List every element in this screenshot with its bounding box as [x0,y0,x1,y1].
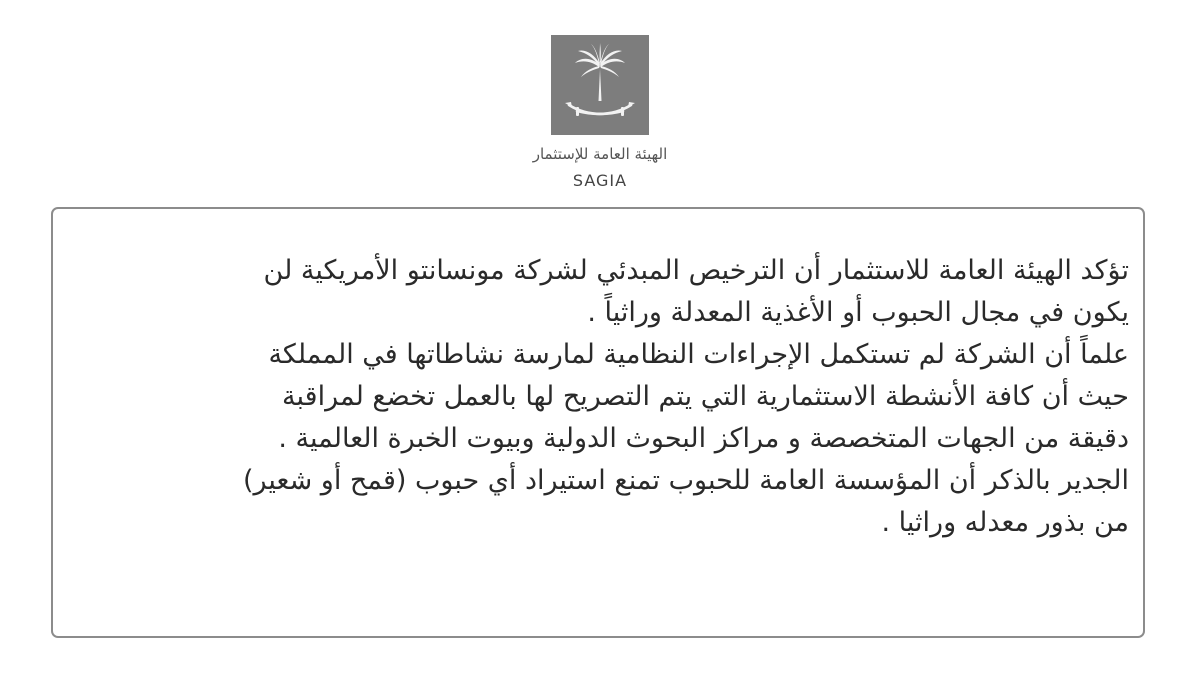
statement-line: حيث أن كافة الأنشطة الاستثمارية التي يتم التصريح لها بالعمل تخضع لمراقبة [282,381,1129,412]
statement-line: علماً أن الشركة لم تستكمل الإجراءات النظامية لمارسة نشاطاتها في المملكة [268,339,1129,370]
statement-line: دقيقة من الجهات المتخصصة و مراكز البحوث الدولية وبيوت الخبرة العالمية . [278,423,1129,454]
sagia-logo [551,35,649,135]
statement-line: تؤكد الهيئة العامة للاستثمار أن الترخيص المبدئي لشركة مونسانتو الأمريكية لن [263,255,1129,286]
org-name-english: SAGIA [572,171,628,190]
statement-line: يكون في مجال الحبوب أو الأغذية المعدلة وراثياً . [587,297,1129,328]
statement-line: من بذور معدله وراثيا . [881,507,1129,538]
palm-and-swords-icon [551,35,649,135]
org-name-arabic: الهيئة العامة للإستثمار [532,145,668,163]
statement-line: الجدير بالذكر أن المؤسسة العامة للحبوب تمنع استيراد أي حبوب (قمح أو شعير) [242,465,1129,496]
statement-text [72,250,1129,544]
